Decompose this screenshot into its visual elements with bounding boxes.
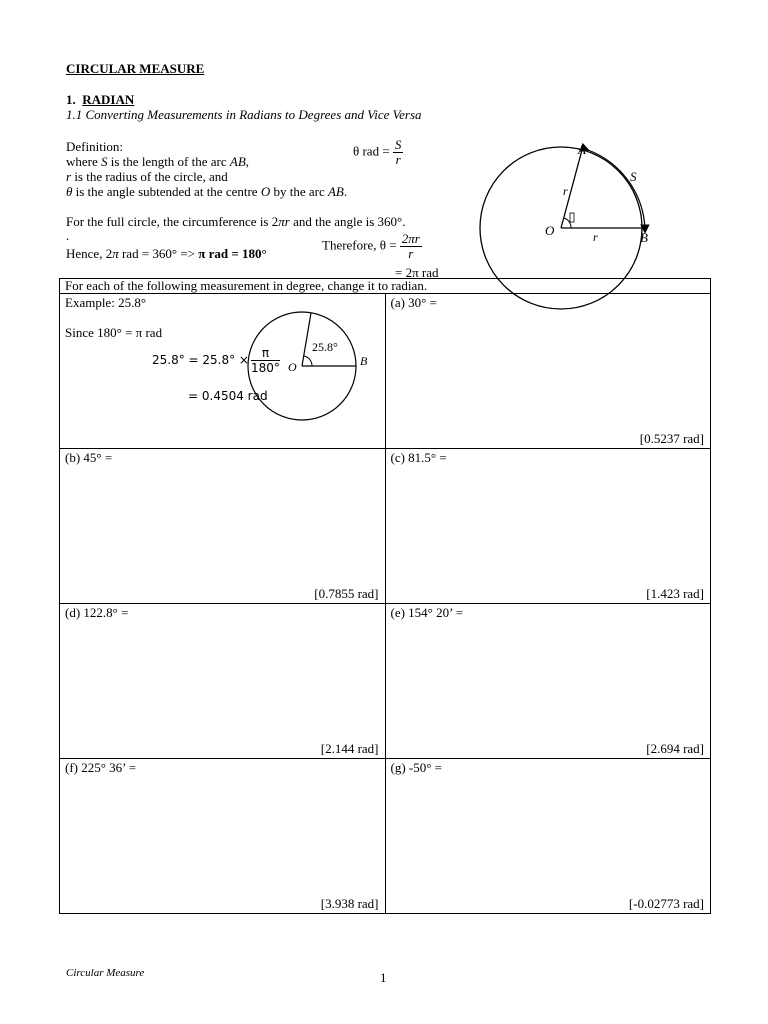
question-cell-g xyxy=(385,759,711,914)
theta-placeholder-icon xyxy=(570,213,574,222)
text: . xyxy=(343,184,348,199)
question-b: (b) 45° = xyxy=(65,450,113,465)
table-header: For each of the following measurement in degree, change it to radian. xyxy=(60,279,711,294)
answer-b: [0.7855 rad] xyxy=(314,586,379,601)
question-f: (f) 225° 36’ = xyxy=(65,760,137,775)
question-a: (a) 30° = xyxy=(390,295,437,310)
full-circle-text xyxy=(66,214,406,229)
question-cell-b xyxy=(60,449,386,604)
var-theta: θ xyxy=(66,184,73,199)
formula-denominator: r xyxy=(395,152,401,167)
example-radius-oa xyxy=(302,313,311,366)
question-cell-f xyxy=(60,759,386,914)
section-heading xyxy=(66,92,134,107)
var-ab: AB xyxy=(229,154,246,169)
label-r-base: r xyxy=(593,230,598,244)
example-step-2: = 0.4504 rad xyxy=(188,389,268,403)
example-circle-diagram xyxy=(244,302,384,444)
var-r: r xyxy=(66,169,72,184)
example-pi: π xyxy=(251,346,280,361)
hence-text xyxy=(66,246,267,261)
question-e: (e) 154° 20’ = xyxy=(390,605,464,620)
question-g: (g) -50° = xyxy=(390,760,443,775)
var-ab: AB xyxy=(327,184,344,199)
definition-line-3 xyxy=(66,184,347,199)
example-label-b: B xyxy=(360,354,368,368)
definition-line-1 xyxy=(66,154,249,169)
question-cell-a xyxy=(385,294,711,449)
answer-g: [-0.02773 rad] xyxy=(628,896,704,911)
text: is the length of the arc xyxy=(107,154,230,169)
example-180: 180° xyxy=(251,361,280,375)
page-number: 1 xyxy=(380,970,387,985)
var-o: O xyxy=(260,184,271,199)
exercise-table xyxy=(59,278,711,914)
text: Hence, 2 xyxy=(66,246,113,261)
label-r-slant: r xyxy=(563,184,568,198)
section-number: 1. xyxy=(66,92,76,107)
stray-dot: . xyxy=(66,228,70,243)
example-step1-lhs: 25.8° = 25.8° × xyxy=(152,353,249,367)
definition-label: Definition: xyxy=(66,139,124,154)
text: rad = 360° => xyxy=(118,246,199,261)
radian-formula xyxy=(353,138,403,167)
footer-title: Circular Measure xyxy=(66,967,145,979)
question-d: (d) 122.8° = xyxy=(65,605,129,620)
label-o: O xyxy=(545,223,555,238)
label-b: B xyxy=(640,230,648,245)
label-s: S xyxy=(630,169,637,184)
example-label: Example: 25.8° xyxy=(65,295,147,310)
therefore-denominator: r xyxy=(408,246,414,261)
example-angle-label: 25.8° xyxy=(312,340,338,354)
text: is the angle subtended at the centre xyxy=(72,184,261,199)
therefore-label: Therefore, θ = xyxy=(322,237,400,253)
therefore-formula xyxy=(322,232,422,261)
text: where xyxy=(66,154,102,169)
question-c: (c) 81.5° = xyxy=(390,450,447,465)
answer-f: [3.938 rad] xyxy=(320,896,379,911)
text: is the radius of the circle, and xyxy=(71,169,228,184)
example-angle-arc xyxy=(304,356,312,366)
example-label-o: O xyxy=(288,360,297,374)
arc-arrow xyxy=(588,150,645,232)
question-cell-e xyxy=(385,604,711,759)
answer-a: [0.5237 rad] xyxy=(639,431,704,446)
section-title: RADIAN xyxy=(82,92,135,107)
question-cell-d xyxy=(60,604,386,759)
example-cell xyxy=(60,294,386,449)
therefore-result: = 2π rad xyxy=(395,265,439,280)
formula-numerator: S xyxy=(394,137,402,152)
label-a: A xyxy=(578,142,586,157)
var-s: S xyxy=(101,154,108,169)
definition-line-2 xyxy=(66,169,228,184)
answer-c: [1.423 rad] xyxy=(646,586,704,601)
therefore-numerator: 2πr xyxy=(401,231,420,246)
pi-equals-180: π rad = 180° xyxy=(198,246,267,261)
text: and the angle is 360°. xyxy=(289,214,406,229)
answer-d: [2.144 rad] xyxy=(320,741,379,756)
text: , xyxy=(245,154,250,169)
example-since: Since 180° = π rad xyxy=(65,325,163,340)
text: by the arc xyxy=(270,184,328,199)
formula-lhs: θ rad = xyxy=(353,143,393,159)
var-pir: πr xyxy=(278,214,290,229)
var-pi: π xyxy=(112,246,119,261)
subsection-title: 1.1 Converting Measurements in Radians to Degrees and Vice Versa xyxy=(66,107,422,122)
text: For the full circle, the circumference is 2 xyxy=(66,214,279,229)
answer-e: [2.694 rad] xyxy=(646,741,704,756)
question-cell-c xyxy=(385,449,711,604)
page-title: CIRCULAR MEASURE xyxy=(66,61,205,76)
